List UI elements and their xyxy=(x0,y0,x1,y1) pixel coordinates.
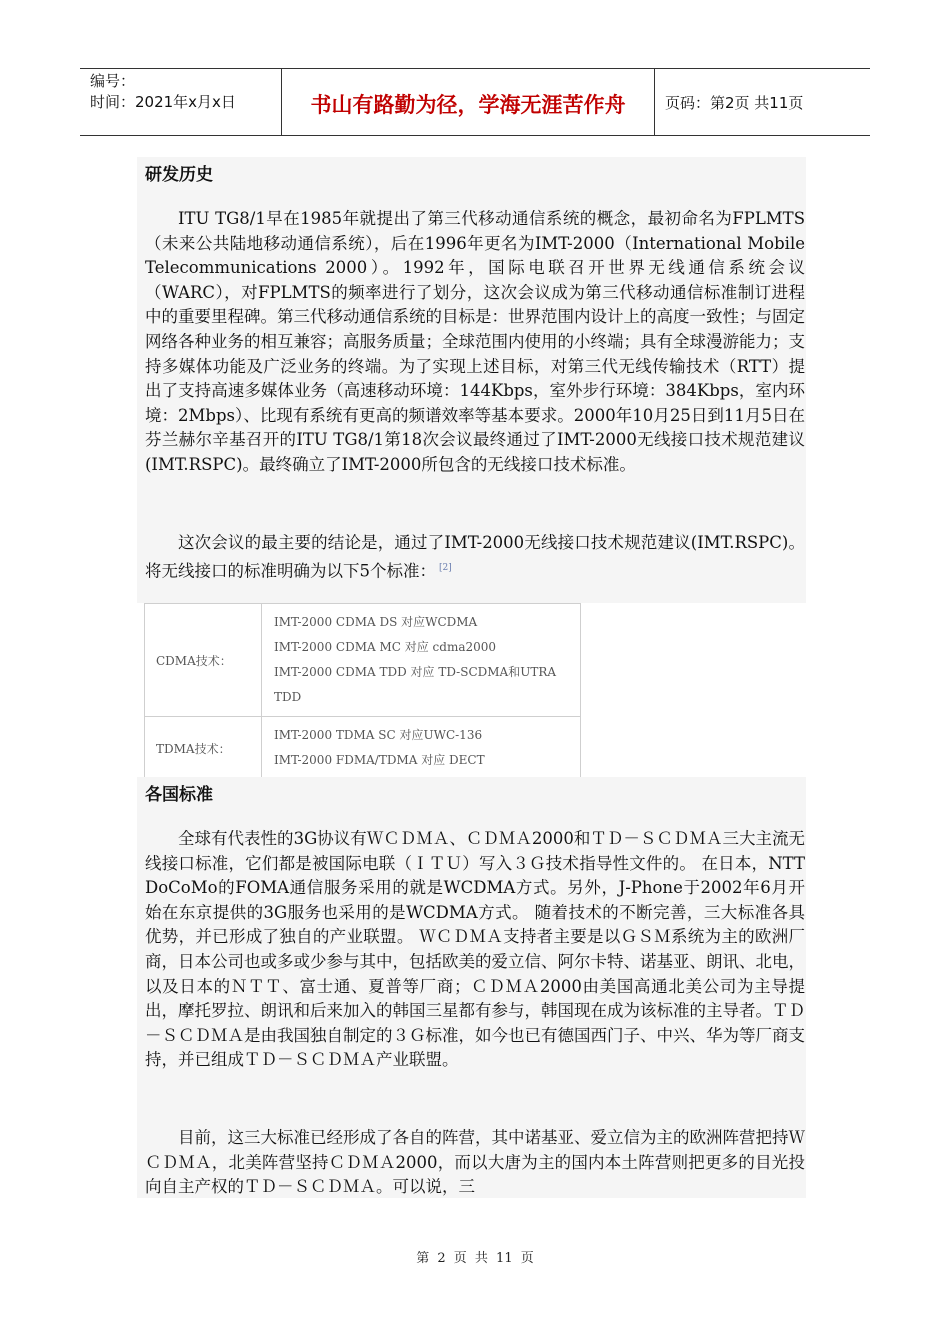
table-item: IMT-2000 TDMA SC 对应UWC-136 xyxy=(274,728,483,742)
history-paragraph-2-text: 这次会议的最主要的结论是，通过了IMT-2000无线接口技术规范建议(IMT.RSPC)。将无线接口的标准明确为以下5个标准： xyxy=(145,533,805,581)
header-meta xyxy=(80,69,282,135)
page-footer: 第 2 页 共 11 页 xyxy=(416,1251,534,1266)
section-standards-title: 各国标准 xyxy=(145,785,213,805)
table-row xyxy=(145,604,581,717)
table-row-items xyxy=(262,604,581,717)
citation-link[interactable]: [2] xyxy=(439,562,452,573)
standards-table xyxy=(144,603,581,780)
standards-paragraph-2: 目前，这三大标准已经形成了各自的阵营，其中诺基亚、爱立信为主的欧洲阵营把持ＷＣＤＭＡ，北美阵营坚持ＣＤＭＡ2000，而以大唐为主的国内本土阵营则把更多的目光投向自主产权的ＴＤ－ＳＣＤＭＡ。可以说，三 xyxy=(145,1128,805,1197)
date-label: 时间：2021年x月x日 xyxy=(90,93,236,111)
history-paragraph-2 xyxy=(145,531,805,584)
page-header xyxy=(80,68,870,136)
header-page-info: 页码：第2页 共11页 xyxy=(665,93,804,112)
history-paragraph-1: ITU TG8/1早在1985年就提出了第三代移动通信系统的概念，最初命名为FPLMTS（未来公共陆地移动通信系统），后在1996年更名为IMT-2000（International Mobile Telecommunications 2000）。1992年，国际电联召开世界无线通信系统会议（WARC），对FPLMTS的频率进行了划分，这次会议成为第三代移动通信标准制订进程中的重要里程碑。第三代移动通信系统的目标是：世界范围内设计上的高度一致性；与固定网络各种业务的相互兼容；高服务质量；全球范围内使用的小终端；具有全球漫游能力；支持多媒体功能及广泛业务的终端。为了实现上述目标，对第三代无线传输技术（RTT）提出了支持高速多媒体业务（高速移动环境：144Kbps，室外步行环境：384Kbps，室内环境：2Mbps）、比现有系统有更高的频谱效率等基本要求。2000年10月25日到11月5日在芬兰赫尔辛基召开的ITU TG8/1第18次会议最终通过了IMT-2000无线接口技术规范建议(IMT.RSPC)。最终确立了IMT-2000所包含的无线接口技术标准。 xyxy=(145,209,805,474)
table-item: IMT-2000 CDMA TDD 对应 TD-SCDMA和UTRA TDD xyxy=(274,665,557,704)
header-motto: 书山有路勤为径，学海无涯苦作舟 xyxy=(282,69,655,135)
standards-paragraph-1: 全球有代表性的3G协议有ＷＣＤＭＡ、ＣＤＭＡ2000和ＴＤ－ＳＣＤＭＡ三大主流无线接口标准，它们都是被国际电联（ＩＴＵ）写入３Ｇ技术指导性文件的。 在日本，NTT DoCoMo的FOMA通信服务采用的就是WCDMA方式。另外，J-Phone于2002年6月开始在东京提供的3G服务也采用的是WCDMA方式。 随着技术的不断完善，三大标准各具优势，并已形成了独自的产业联盟。 ＷＣＤＭＡ支持者主要是以ＧＳＭ系统为主的欧洲厂商，日本公司也或多或少参与其中，包括欧美的爱立信、阿尔卡特、诺基亚、朗讯、北电，以及日本的ＮＴＴ、富士通、夏普等厂商；ＣＤＭＡ2000由美国高通北美公司为主导提出，摩托罗拉、朗讯和后来加入的韩国三星都有参与，韩国现在成为该标准的主导者。ＴＤ－ＳＣＤＭＡ是由我国独自制定的３Ｇ标准，如今也已有德国西门子、中兴、华为等厂商支持，并已组成ＴＤ－ＳＣＤＭＡ产业联盟。 xyxy=(145,829,805,1070)
section-history-title: 研发历史 xyxy=(145,165,213,185)
table-row-items xyxy=(262,717,581,780)
table-row-label: TDMA技术： xyxy=(145,717,262,780)
number-label: 编号： xyxy=(90,72,136,90)
table-row xyxy=(145,717,581,780)
table-item: IMT-2000 CDMA MC 对应 cdma2000 xyxy=(274,640,497,654)
table-item: IMT-2000 FDMA/TDMA 对应 DECT xyxy=(274,753,485,767)
table-row-label: CDMA技术： xyxy=(145,604,262,717)
table-item: IMT-2000 CDMA DS 对应WCDMA xyxy=(274,615,478,629)
